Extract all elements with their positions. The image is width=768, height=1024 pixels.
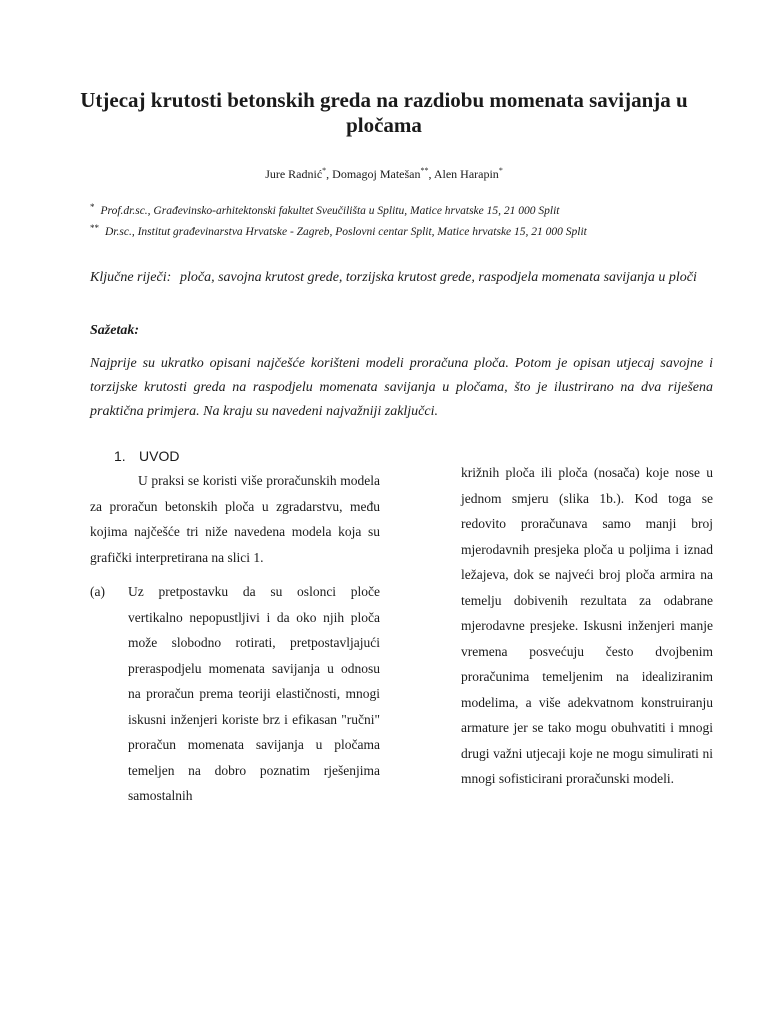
affiliation: [90, 223, 587, 238]
affiliation-text: Prof.dr.sc., Građevinsko-arhitektonski fakultet Sveučilišta u Splitu, Matice hrvatske 15, 21 000 Split: [100, 205, 560, 217]
abstract: Najprije su ukratko opisani najčešće korišteni modeli proračuna ploča. Potom je opisan utjecaj savojne i torzijske krutosti greda na raspodjelu momenata savijanja u pločama, što je ilustrirano na dva riješena praktična primjera. Na kraju su navedeni najvažniji zaključci.: [90, 356, 713, 419]
summary-heading: Sažetak:: [90, 323, 139, 338]
affiliation-mark: *: [90, 202, 95, 212]
list-item-text: Uz pretpostavku da su oslonci ploče vertikalno nepopustljivi i da oko njih ploča može slobodno rotirati, pretpostavljajući preraspodjelu momenata savijanja u odnosu na proračun prema teoriji elastičnosti, mnogi iskusni inženjeri koriste brz i efikasan "ručni" proračun momenata savijanja u pločama temeljen na dobro poznatim rješenjima samostalnih: [128, 584, 380, 803]
paper-title: Utjecaj krutosti betonskih greda na razdiobu momenata savijanja u pločama: [80, 88, 688, 137]
affiliation-mark: **: [90, 223, 99, 233]
left-column: [90, 468, 380, 809]
keywords-label: Ključne riječi:: [90, 270, 172, 285]
author-mark: *: [322, 166, 327, 175]
keywords: [90, 269, 720, 286]
list-item: [90, 579, 380, 809]
author-mark: **: [420, 166, 429, 175]
author-name: Alen Harapin: [433, 167, 499, 181]
author-name: Jure Radnić: [265, 167, 323, 181]
section-title: UVOD: [139, 448, 180, 464]
affiliation-text: Dr.sc., Institut građevinarstva Hrvatske - Zagreb, Poslovni centar Split, Matice hrvatske 15, 21 000 Split: [105, 226, 587, 238]
author-mark: *: [498, 166, 503, 175]
body-paragraph: U praksi se koristi više proračunskih modela za proračun betonskih ploča u zgradarstvu, među kojima najčešće tri niže navedena modela koja su grafički interpretirana na slici 1.: [90, 473, 380, 565]
author-name: Domagoj Matešan: [332, 167, 421, 181]
section-heading: [114, 448, 179, 464]
body-paragraph: križnih ploča ili ploča (nosača) koje nose u jednom smjeru (slika 1b.). Kod toga se redovito proračunava samo manji broj mjerodavnih presjeka ploča u poljima i iznad ležajeva, dok se najveći broj ploča armira na temelju dobivenih rezultata za odabrane mjerodavne presjeke. Iskusni inženjeri manje vremena posvećuju često dvojbenim proračunima temeljenim na idealiziranim modelima, a više adekvatnom konstruiranju armature jer se tako mogu obuhvatiti i mnogi drugi važni utjecaji koje ne mogu simulirati ni mnogi sofisticirani proračunski modeli.: [461, 465, 713, 786]
keywords-text: ploča, savojna krutost grede, torzijska krutost grede, raspodjela momenata savijanja u ploči: [180, 270, 697, 285]
right-column: [461, 460, 713, 792]
list-item-label: (a): [90, 584, 105, 599]
affiliation: [90, 202, 560, 217]
section-number: 1.: [114, 448, 126, 464]
author-line: Jure Radnić*, Domagoj Matešan**, Alen Harapin*: [265, 166, 503, 181]
